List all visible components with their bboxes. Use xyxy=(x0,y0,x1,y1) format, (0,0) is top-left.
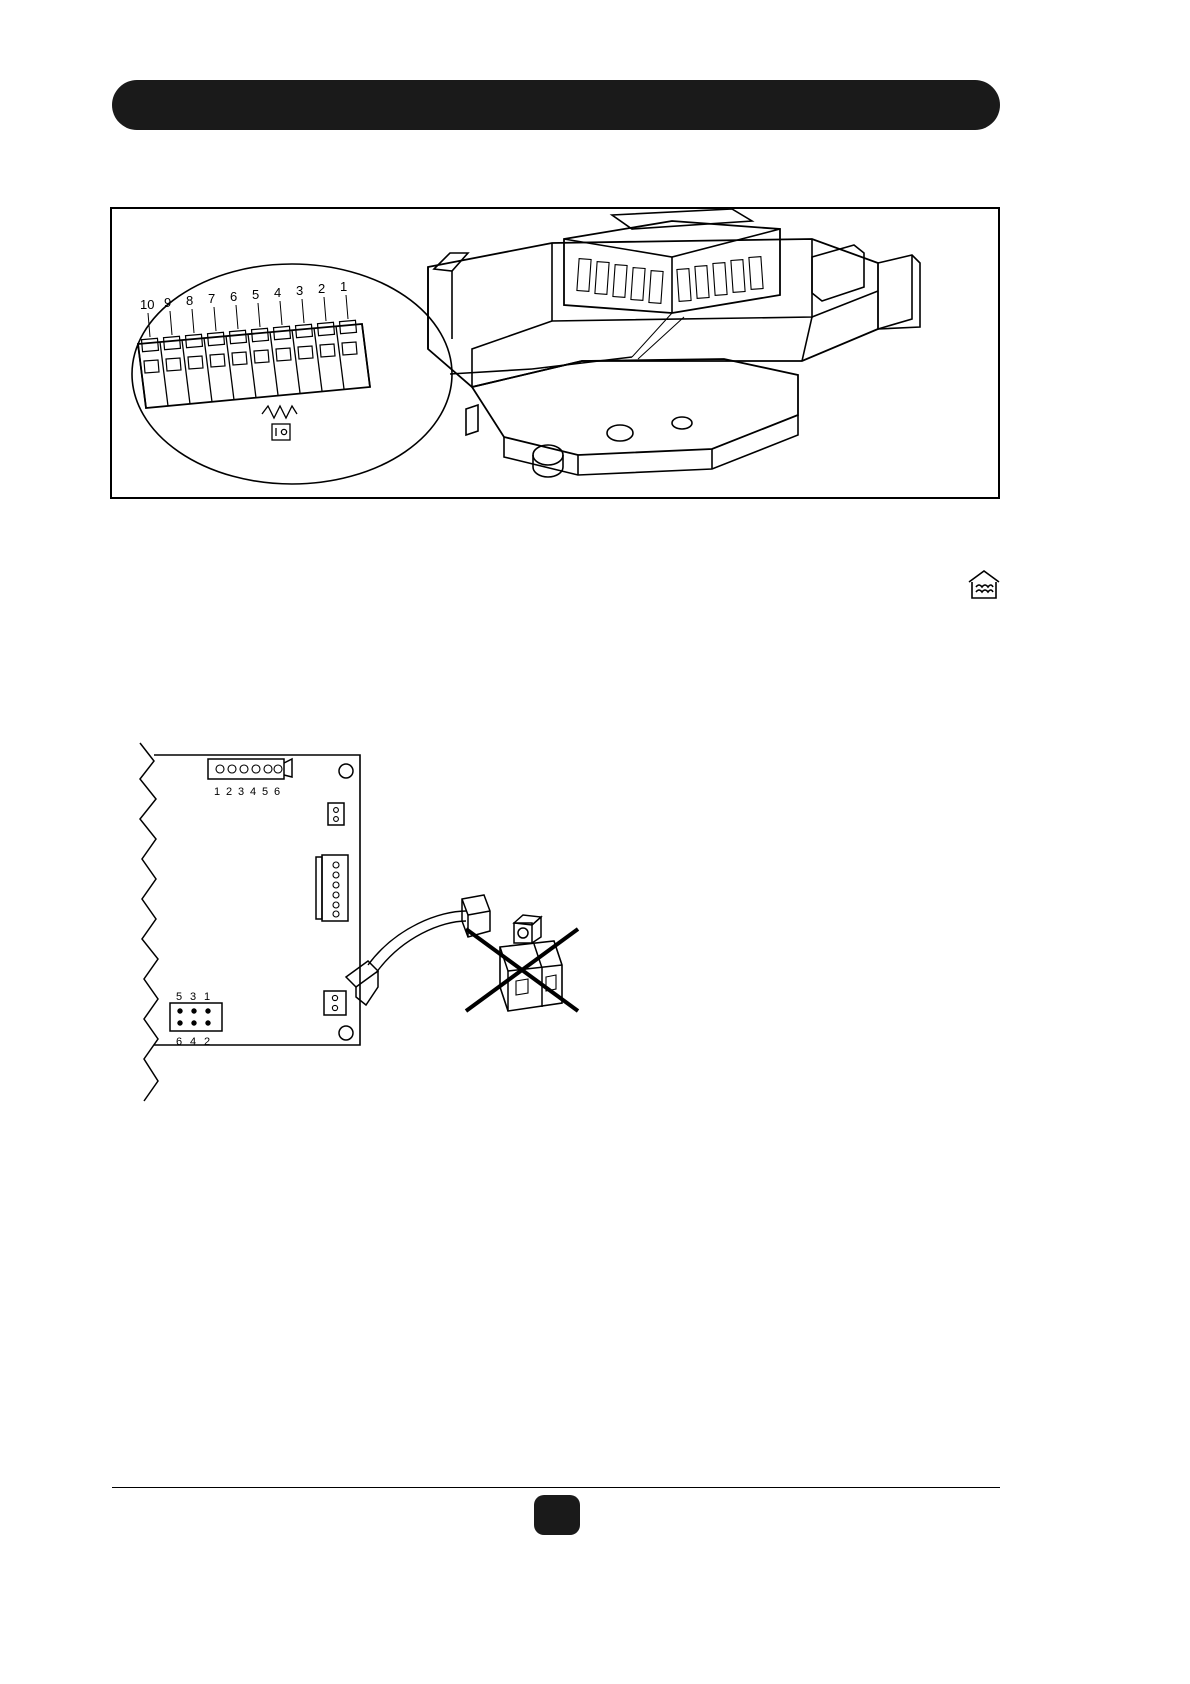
pin-label-top-5: 5 xyxy=(262,786,269,798)
terminal-number-8: 8 xyxy=(186,293,194,308)
figure-terminal-block-drawing xyxy=(112,209,998,497)
pin-label-top-2: 2 xyxy=(226,786,233,798)
terminal-number-5: 5 xyxy=(252,287,260,302)
pin-label-bottom-5: 5 xyxy=(176,991,183,1003)
footer-divider xyxy=(112,1487,1000,1488)
wire-lower xyxy=(376,921,466,973)
pin-label-top-1: 1 xyxy=(214,786,221,798)
page-number-badge xyxy=(534,1495,580,1535)
pin-label-bottom-1: 1 xyxy=(204,991,211,1003)
wire-upper xyxy=(368,911,466,965)
connector-top-body xyxy=(208,759,284,779)
terminal-number-9: 9 xyxy=(164,295,172,310)
terminal-number-2: 2 xyxy=(318,281,326,296)
terminal-number-7: 7 xyxy=(208,291,216,306)
terminal-number-4: 4 xyxy=(274,285,282,300)
pin-label-top-3: 3 xyxy=(238,786,245,798)
terminal-number-1: 1 xyxy=(340,279,348,294)
section-header-bar xyxy=(112,80,1000,130)
pin-label-bottom-4: 4 xyxy=(190,1036,197,1048)
figure-pcb-connection xyxy=(110,715,610,1115)
pcb-outline xyxy=(154,755,360,1045)
magnifier-ellipse xyxy=(132,264,452,484)
mounting-hole xyxy=(339,764,353,778)
pin-label-top-4: 4 xyxy=(250,786,257,798)
figure-pcb-drawing xyxy=(110,715,610,1115)
page-number xyxy=(534,1495,580,1535)
mounting-hole xyxy=(339,1026,353,1040)
house-icon xyxy=(966,568,1002,602)
pin-label-bottom-6: 6 xyxy=(176,1036,183,1048)
wire-plug-body xyxy=(346,961,378,987)
pin-label-bottom-2: 2 xyxy=(204,1036,211,1048)
pin-label-bottom-3: 3 xyxy=(190,991,197,1003)
pin-label-top-6: 6 xyxy=(274,786,281,798)
terminal-number-10: 10 xyxy=(140,297,155,312)
connector-bottom-header xyxy=(170,1003,222,1031)
board-torn-edge xyxy=(140,743,158,1101)
connector-lower xyxy=(324,991,346,1015)
terminal-number-6: 6 xyxy=(230,289,238,304)
terminal-number-3: 3 xyxy=(296,283,304,298)
figure-terminal-block xyxy=(110,207,1000,499)
terminal-number-labels xyxy=(140,279,347,312)
